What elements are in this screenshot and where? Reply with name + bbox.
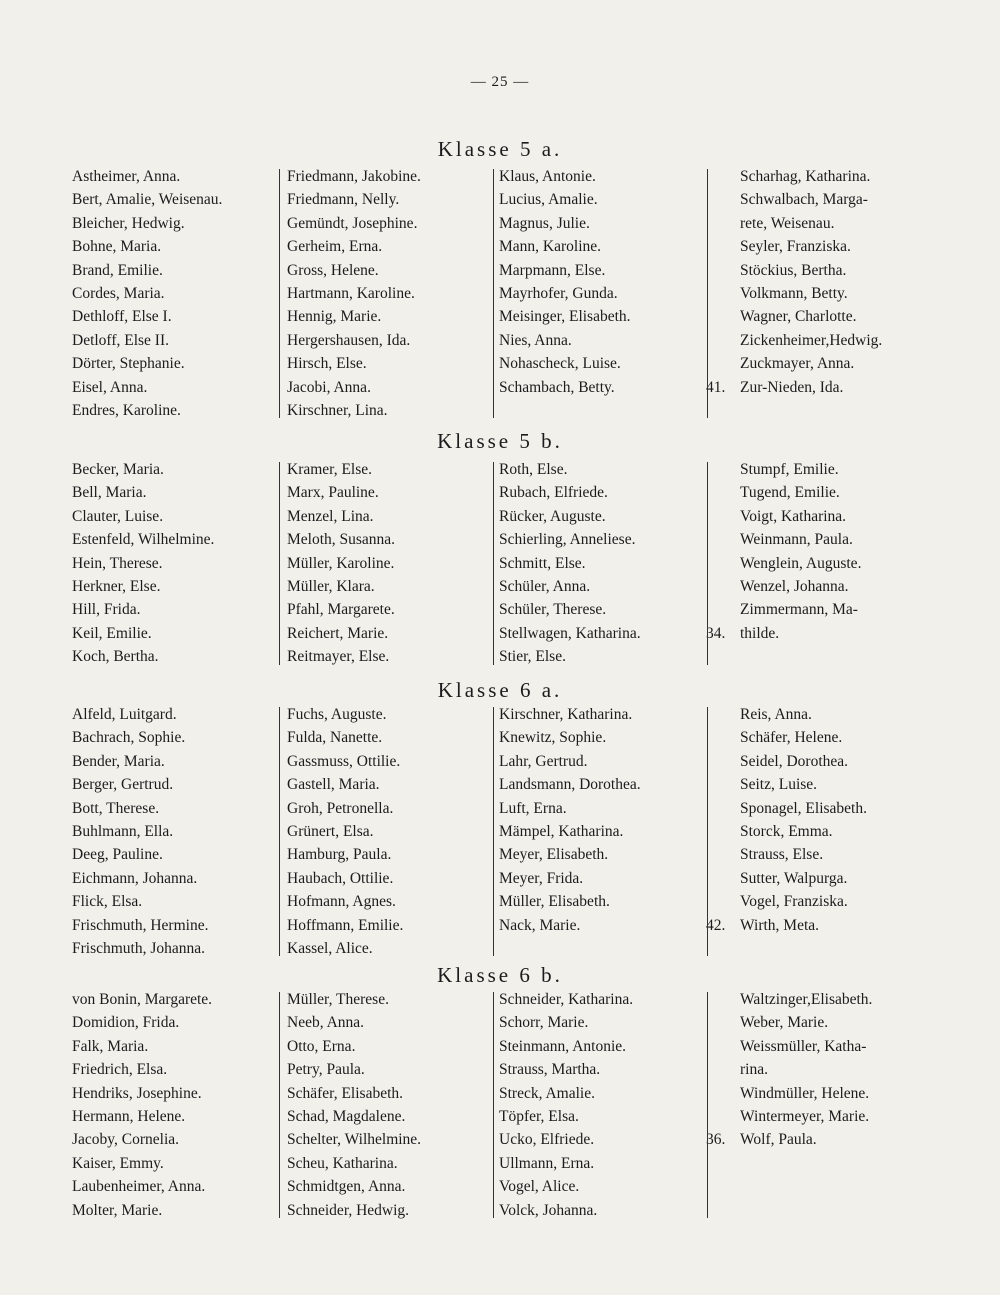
list-item: Fuchs, Auguste.	[287, 706, 387, 723]
list-item: Klaus, Antonie.	[499, 168, 596, 185]
name-column	[287, 458, 395, 669]
list-item: Mann, Karoline.	[499, 238, 602, 256]
list-item	[706, 376, 882, 399]
list-item: Reis, Anna.	[740, 706, 812, 723]
list-item: Friedmann, Jakobine.	[287, 168, 421, 185]
list-item: Eisel, Anna.	[72, 378, 148, 396]
list-item: Alfeld, Luitgard.	[72, 706, 177, 723]
list-item: Tugend, Emilie.	[740, 484, 840, 502]
section-title: Klasse 6 a.	[437, 678, 563, 702]
list-item: rete, Weisenau.	[740, 214, 835, 232]
list-item: Storck, Emma.	[740, 822, 833, 840]
list-item: Mayrhofer, Gunda.	[499, 284, 618, 302]
list-item: Keil, Emilie.	[72, 624, 152, 642]
list-item: Meyer, Frida.	[499, 869, 584, 887]
list-item: Schwalbach, Marga-	[740, 191, 868, 209]
list-item: Ullmann, Erna.	[499, 1154, 595, 1172]
list-item: Pfahl, Margarete.	[287, 601, 395, 619]
list-item: Gerheim, Erna.	[287, 238, 383, 256]
list-item: Laubenheimer, Anna.	[72, 1178, 206, 1196]
list-item: Rubach, Elfriede.	[499, 484, 608, 502]
list-item: Streck, Amalie.	[499, 1084, 595, 1102]
list-item: Hirsch, Else.	[287, 355, 367, 373]
name-column	[499, 458, 641, 669]
section-title: Klasse 5 b.	[437, 429, 563, 453]
list-item: Strauss, Else.	[740, 846, 824, 864]
list-item: Stumpf, Emilie.	[740, 461, 839, 478]
list-item: Wenzel, Johanna.	[740, 577, 849, 595]
list-item: Waltzinger,Elisabeth.	[740, 991, 873, 1008]
column-divider	[707, 992, 708, 1218]
list-item: Hennig, Marie.	[287, 308, 382, 326]
column-divider	[707, 462, 708, 665]
list-item: Lahr, Gertrud.	[499, 752, 588, 770]
list-item: Schmidtgen, Anna.	[287, 1178, 406, 1196]
list-item: Weinmann, Paula.	[740, 531, 853, 549]
list-item: Windmüller, Helene.	[740, 1084, 870, 1102]
list-item: Magnus, Julie.	[499, 214, 590, 232]
list-item: Kirschner, Katharina.	[499, 706, 633, 723]
list-item: Clauter, Luise.	[72, 507, 164, 525]
list-item: Luft, Erna.	[499, 799, 567, 817]
list-item: Friedmann, Nelly.	[287, 191, 400, 209]
list-item: Meyer, Elisabeth.	[499, 846, 609, 864]
list-item: Scheu, Katharina.	[287, 1154, 398, 1172]
list-item: Hoffmann, Emilie.	[287, 916, 404, 934]
class-count: 36.	[706, 1131, 726, 1149]
list-item: Roth, Else.	[499, 461, 568, 478]
list-item: Petry, Paula.	[287, 1061, 365, 1079]
page-number: — 25 —	[470, 74, 530, 90]
name-column	[72, 458, 214, 669]
list-item: Müller, Therese.	[287, 991, 389, 1008]
list-item: Bell, Maria.	[72, 484, 147, 502]
list-item: Bender, Maria.	[72, 752, 165, 770]
list-item: Reitmayer, Else.	[287, 648, 390, 666]
list-item: Zickenheimer,Hedwig.	[740, 331, 883, 349]
list-item: Buhlmann, Ella.	[72, 822, 174, 840]
list-item: Friedrich, Elsa.	[72, 1061, 168, 1079]
name-column	[706, 988, 873, 1152]
list-item: Schneider, Hedwig.	[287, 1201, 410, 1219]
list-item: Töpfer, Elsa.	[499, 1107, 579, 1125]
list-item: Zuckmayer, Anna.	[740, 355, 855, 373]
list-item: Vogel, Alice.	[499, 1178, 580, 1196]
list-item: Hofmann, Agnes.	[287, 893, 396, 911]
list-item: Hein, Therese.	[72, 554, 163, 572]
list-item: Hamburg, Paula.	[287, 846, 392, 864]
name-column	[499, 988, 633, 1222]
list-item	[706, 1128, 872, 1151]
list-item: Astheimer, Anna.	[72, 168, 181, 185]
list-item: Fulda, Nanette.	[287, 729, 383, 747]
list-item: Herkner, Else.	[72, 577, 161, 595]
name-column	[706, 703, 867, 937]
list-item: Becker, Maria.	[72, 461, 164, 478]
list-item: Nohascheck, Luise.	[499, 355, 621, 373]
list-item: Stöckius, Bertha.	[740, 261, 847, 279]
column-divider	[707, 169, 708, 418]
list-item: Kirschner, Lina.	[287, 401, 388, 419]
list-item: Rücker, Auguste.	[499, 507, 606, 525]
list-item: Endres, Karoline.	[72, 401, 181, 419]
name-column	[287, 703, 403, 960]
list-item: Nack, Marie.	[499, 916, 581, 934]
list-item: Schad, Magdalene.	[287, 1107, 406, 1125]
list-item: Groh, Petronella.	[287, 799, 394, 817]
list-item: Jacoby, Cornelia.	[72, 1131, 180, 1149]
list-item: Stellwagen, Katharina.	[499, 624, 641, 642]
class-count: 41.	[706, 378, 726, 396]
list-item: Eichmann, Johanna.	[72, 869, 198, 887]
list-item	[706, 914, 867, 937]
section-title: Klasse 5 a.	[437, 137, 563, 161]
list-item: Müller, Klara.	[287, 577, 375, 595]
column-divider	[493, 462, 494, 665]
list-item: Schüler, Anna.	[499, 577, 591, 595]
list-item: Scharhag, Katharina.	[740, 168, 871, 185]
list-item: Schneider, Katharina.	[499, 991, 634, 1008]
list-item: Volkmann, Betty.	[740, 284, 848, 302]
list-item: Weissmüller, Katha-	[740, 1037, 867, 1055]
list-item: Frischmuth, Hermine.	[72, 916, 209, 934]
list-item: Wenglein, Auguste.	[740, 554, 862, 572]
list-item: Seitz, Luise.	[740, 776, 818, 794]
name-column	[499, 703, 641, 937]
list-item-text: thilde.	[740, 624, 780, 642]
list-item: Schambach, Betty.	[499, 378, 615, 396]
name-column	[287, 165, 421, 422]
list-item: Bleicher, Hedwig.	[72, 214, 185, 232]
list-item: Volck, Johanna.	[499, 1201, 598, 1219]
list-item: Gastell, Maria.	[287, 776, 380, 794]
list-item: Menzel, Lina.	[287, 507, 374, 525]
column-divider	[493, 169, 494, 418]
list-item: Schäfer, Helene.	[740, 729, 843, 747]
list-item: Weber, Marie.	[740, 1014, 829, 1032]
list-item: Marx, Pauline.	[287, 484, 379, 502]
list-item: Schelter, Wilhelmine.	[287, 1131, 422, 1149]
list-item: Schüler, Therese.	[499, 601, 607, 619]
list-item: Dörter, Stephanie.	[72, 355, 185, 373]
list-item: Dethloff, Else I.	[72, 308, 172, 326]
column-divider	[493, 707, 494, 956]
list-item: Schierling, Anneliese.	[499, 531, 636, 549]
list-item: Reichert, Marie.	[287, 624, 389, 642]
list-item: Nies, Anna.	[499, 331, 572, 349]
list-item	[706, 622, 861, 645]
column-divider	[279, 992, 280, 1218]
list-item: Kaiser, Emmy.	[72, 1154, 164, 1172]
column-divider	[493, 992, 494, 1218]
list-item: Cordes, Maria.	[72, 284, 165, 302]
list-item: Marpmann, Else.	[499, 261, 606, 279]
list-item: Neeb, Anna.	[287, 1014, 365, 1032]
list-item: Kassel, Alice.	[287, 939, 373, 957]
list-item: Seidel, Dorothea.	[740, 752, 849, 770]
list-item: Müller, Karoline.	[287, 554, 395, 572]
list-item: Meisinger, Elisabeth.	[499, 308, 631, 326]
list-item: Knewitz, Sophie.	[499, 729, 607, 747]
list-item: Lucius, Amalie.	[499, 191, 598, 209]
list-item: Bohne, Maria.	[72, 238, 162, 256]
class-count: 34.	[706, 624, 726, 642]
list-item: Hergershausen, Ida.	[287, 331, 411, 349]
list-item: Ucko, Elfriede.	[499, 1131, 595, 1149]
name-column	[499, 165, 631, 399]
list-item: Hill, Frida.	[72, 601, 141, 619]
list-item: Gemündt, Josephine.	[287, 214, 418, 232]
list-item: Seyler, Franziska.	[740, 238, 851, 256]
list-item: rina.	[740, 1061, 768, 1079]
list-item: Voigt, Katharina.	[740, 507, 847, 525]
list-item: Strauss, Martha.	[499, 1061, 601, 1079]
column-divider	[279, 462, 280, 665]
list-item: Hartmann, Karoline.	[287, 284, 415, 302]
list-item: Koch, Bertha.	[72, 648, 159, 666]
list-item: Brand, Emilie.	[72, 261, 163, 279]
list-item: Landsmann, Dorothea.	[499, 776, 641, 794]
name-column	[72, 165, 222, 422]
list-item: Meloth, Susanna.	[287, 531, 396, 549]
list-item: Deeg, Pauline.	[72, 846, 163, 864]
list-item: Wagner, Charlotte.	[740, 308, 857, 326]
list-item: Jacobi, Anna.	[287, 378, 371, 396]
list-item: von Bonin, Margarete.	[72, 991, 213, 1008]
list-item: Steinmann, Antonie.	[499, 1037, 627, 1055]
list-item: Sponagel, Elisabeth.	[740, 799, 867, 817]
list-item: Hendriks, Josephine.	[72, 1084, 202, 1102]
class-count: 42.	[706, 916, 726, 934]
name-column	[706, 165, 883, 399]
name-column	[72, 703, 208, 960]
list-item: Vogel, Franziska.	[740, 893, 848, 911]
list-item-text: Zur-Nieden, Ida.	[740, 378, 844, 396]
list-item-text: Wirth, Meta.	[740, 916, 820, 934]
list-item: Grünert, Elsa.	[287, 822, 374, 840]
list-item: Domidion, Frida.	[72, 1014, 180, 1032]
list-item: Berger, Gertrud.	[72, 776, 174, 794]
list-item: Gross, Helene.	[287, 261, 379, 279]
list-item-text: Wolf, Paula.	[740, 1131, 817, 1149]
list-item: Falk, Maria.	[72, 1037, 149, 1055]
list-item: Schäfer, Elisabeth.	[287, 1084, 404, 1102]
list-item: Frischmuth, Johanna.	[72, 939, 206, 957]
list-item: Otto, Erna.	[287, 1037, 356, 1055]
list-item: Bott, Therese.	[72, 799, 160, 817]
name-column	[706, 458, 862, 645]
list-item: Wintermeyer, Marie.	[740, 1107, 870, 1125]
column-divider	[279, 707, 280, 956]
list-item: Sutter, Walpurga.	[740, 869, 848, 887]
list-item: Estenfeld, Wilhelmine.	[72, 531, 215, 549]
list-item: Zimmermann, Ma-	[740, 601, 858, 619]
list-item: Schorr, Marie.	[499, 1014, 589, 1032]
list-item: Gassmuss, Ottilie.	[287, 752, 401, 770]
name-column	[287, 988, 421, 1222]
list-item: Bachrach, Sophie.	[72, 729, 186, 747]
list-item: Bert, Amalie, Weisenau.	[72, 191, 223, 209]
section-title: Klasse 6 b.	[437, 963, 563, 987]
list-item: Müller, Elisabeth.	[499, 893, 610, 911]
list-item: Schmitt, Else.	[499, 554, 586, 572]
list-item: Kramer, Else.	[287, 461, 373, 478]
list-item: Stier, Else.	[499, 648, 566, 666]
column-divider	[707, 707, 708, 956]
list-item: Detloff, Else II.	[72, 331, 169, 349]
list-item: Molter, Marie.	[72, 1201, 163, 1219]
list-item: Mämpel, Katharina.	[499, 822, 624, 840]
list-item: Haubach, Ottilie.	[287, 869, 394, 887]
column-divider	[279, 169, 280, 418]
list-item: Hermann, Helene.	[72, 1107, 186, 1125]
list-item: Flick, Elsa.	[72, 893, 143, 911]
name-column	[72, 988, 212, 1222]
